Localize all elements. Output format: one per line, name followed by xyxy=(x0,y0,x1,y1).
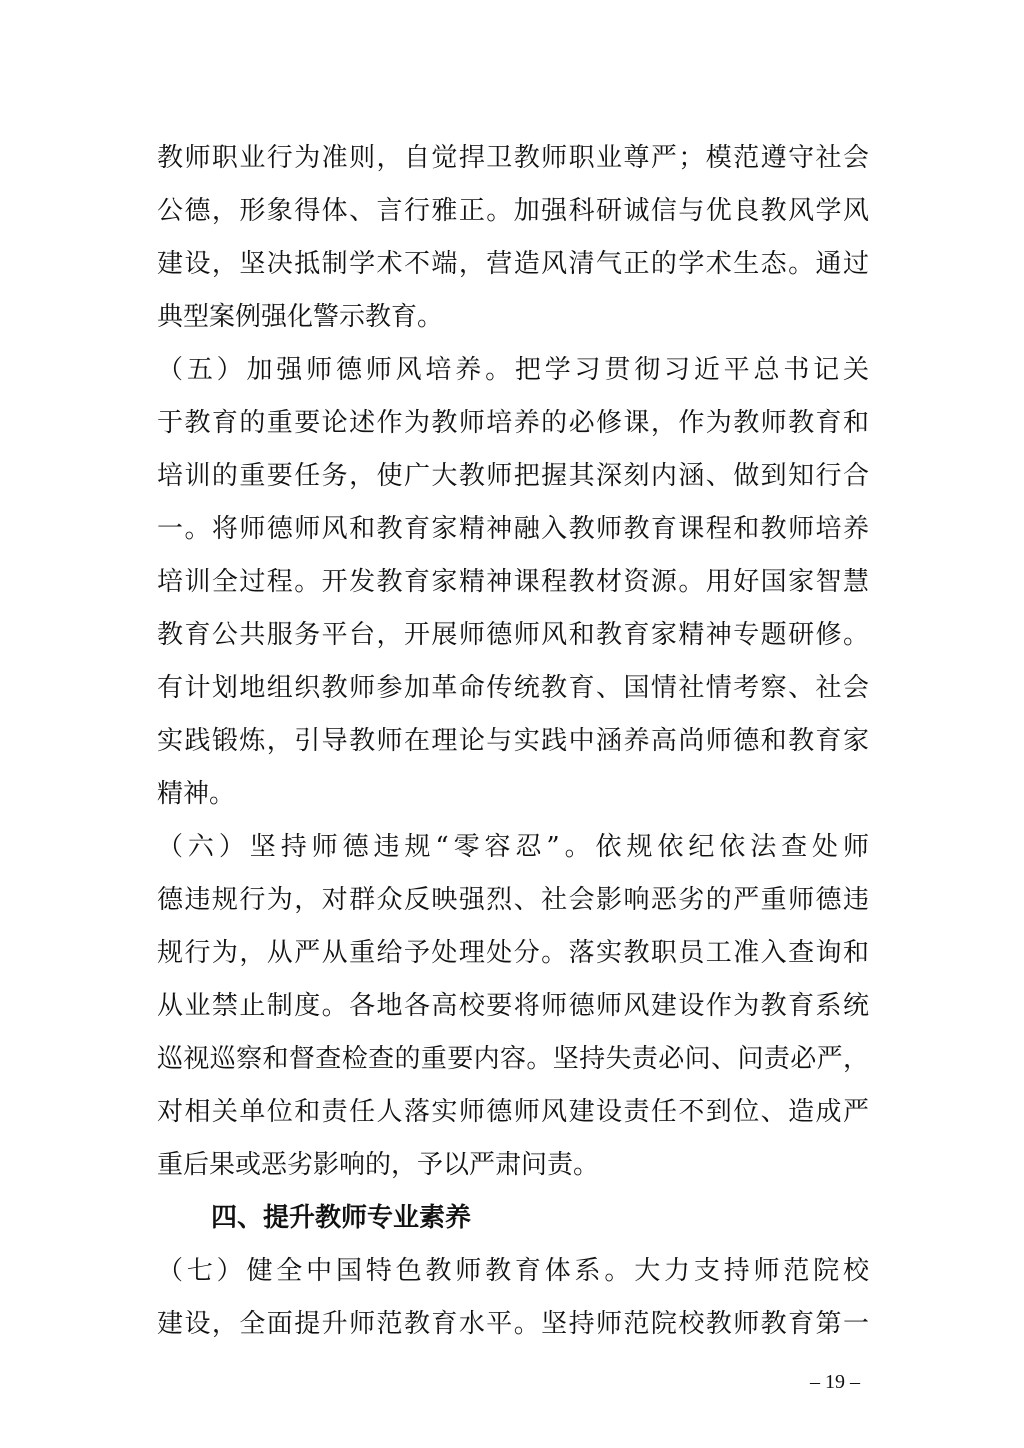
text-line: 巡视巡察和督查检查的重要内容。坚持失责必问、问责必严， xyxy=(157,1044,869,1074)
text-line: 有计划地组织教师参加革命传统教育、国情社情考察、社会 xyxy=(157,673,869,703)
text-line: 建设，全面提升师范教育水平。坚持师范院校教师教育第一 xyxy=(157,1309,869,1339)
section-heading: 四、提升教师专业素养 xyxy=(211,1203,472,1233)
text-line: 典型案例强化警示教育。 xyxy=(157,302,444,332)
section-6-heading-line: （六）坚持师德违规“零容忍”。依规依纪依法查处师 xyxy=(157,832,869,862)
text-line: 对相关单位和责任人落实师德师风建设责任不到位、造成严 xyxy=(157,1097,869,1127)
body-text xyxy=(157,132,869,1351)
text-line: 于教育的重要论述作为教师培养的必修课，作为教师教育和 xyxy=(157,408,869,438)
text-line: 建设，坚决抵制学术不端，营造风清气正的学术生态。通过 xyxy=(157,249,869,279)
section-5-heading-line: （五）加强师德师风培养。把学习贯彻习近平总书记关 xyxy=(157,355,869,385)
text-line: 一。将师德师风和教育家精神融入教师教育课程和教师培养 xyxy=(157,514,869,544)
text-line: 规行为，从严从重给予处理处分。落实教职员工准入查询和 xyxy=(157,938,869,968)
text-line: 教育公共服务平台，开展师德师风和教育家精神专题研修。 xyxy=(157,620,869,650)
text-line: 从业禁止制度。各地各高校要将师德师风建设作为教育系统 xyxy=(157,991,869,1021)
section-7-heading-line: （七）健全中国特色教师教育体系。大力支持师范院校 xyxy=(157,1256,869,1286)
text-line: 教师职业行为准则，自觉捍卫教师职业尊严；模范遵守社会 xyxy=(157,143,869,173)
text-line: 培训全过程。开发教育家精神课程教材资源。用好国家智慧 xyxy=(157,567,869,597)
text-line: 重后果或恶劣影响的，予以严肃问责。 xyxy=(157,1150,600,1180)
text-line: 培训的重要任务，使广大教师把握其深刻内涵、做到知行合 xyxy=(157,461,869,491)
text-line: 公德，形象得体、言行雅正。加强科研诚信与优良教风学风 xyxy=(157,196,869,226)
text-line: 实践锻炼，引导教师在理论与实践中涵养高尚师德和教育家 xyxy=(157,726,869,756)
text-line: 精神。 xyxy=(157,779,236,809)
page-number: – 19 – xyxy=(810,1371,860,1393)
text-line: 德违规行为，对群众反映强烈、社会影响恶劣的严重师德违 xyxy=(157,885,869,915)
